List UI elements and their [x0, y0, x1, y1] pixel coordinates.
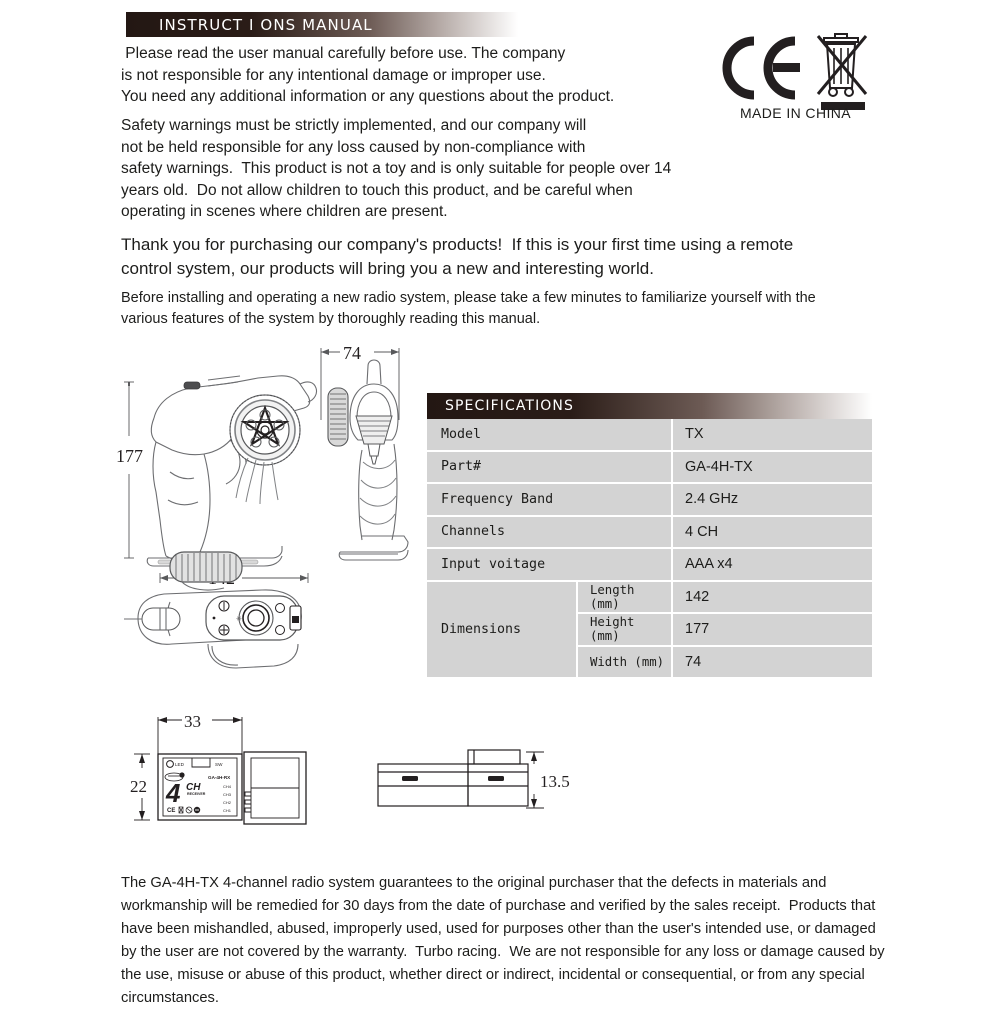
instructions-manual-banner [126, 12, 518, 37]
warranty-line-6: circumstances. [121, 990, 219, 1006]
ce-mark-bar [773, 63, 800, 72]
before-use-paragraph [121, 288, 816, 330]
thanks-paragraph [121, 233, 793, 280]
spec-key-width: Width (mm) [577, 646, 672, 678]
table-row [427, 548, 872, 581]
made-in-china-label: MADE IN CHINA [740, 105, 851, 121]
safety-line-3: safety warnings. This product is not a toy and is only suitable for people over 14 [121, 160, 672, 177]
receiver-label [165, 761, 232, 814]
spec-value-model: TX [672, 419, 872, 451]
spec-key-model: Model [427, 419, 672, 451]
thanks-line-1: Thank you for purchasing our company's products! If this is your first time using a remote [121, 235, 794, 254]
spec-value-voltage: AAA x4 [672, 548, 872, 581]
steering-wheel [230, 395, 300, 465]
dimension-height-177 [124, 382, 134, 558]
spec-key-length: Length (mm) [577, 581, 672, 614]
spec-key-frequency: Frequency Band [427, 483, 672, 516]
receiver-ch2-label: CH2 [223, 800, 232, 805]
dimension-rx-thickness-value: 13.5 [540, 772, 570, 791]
before-use-line-2: various features of the system by thoroughly reading this manual. [121, 311, 541, 327]
receiver-sw-label: SW [215, 762, 223, 767]
specifications-title: SPECIFICATIONS [445, 398, 574, 414]
steering-wheel-edge [328, 388, 348, 446]
transmitter-front-view [328, 360, 408, 560]
transmitter-top-view [124, 552, 301, 668]
safety-paragraph [121, 115, 671, 223]
intro-paragraph [121, 43, 614, 108]
receiver-ch-label: CH [186, 782, 201, 793]
before-use-line-1: Before installing and operating a new radio system, please take a few minutes to familiarize yourself with the [121, 290, 816, 306]
spec-value-frequency: 2.4 GHz [672, 483, 872, 516]
warranty-line-1: The GA-4H-TX 4-channel radio system guarantees to the original purchaser that the defects in materials and [121, 875, 827, 891]
receiver-ch3-label: CH3 [223, 792, 232, 797]
svg-text:✳: ✳ [236, 616, 242, 623]
receiver-connector-view [244, 752, 306, 824]
instructions-manual-title: INSTRUCT I ONS MANUAL [159, 15, 373, 34]
spec-key-height: Height (mm) [577, 613, 672, 646]
table-row [427, 451, 872, 484]
warranty-line-3: have been mishandled, abused, improperly used, used for purposes other than the user's intended use, or damaged [121, 921, 876, 937]
dimension-width-value: 74 [343, 343, 361, 363]
intro-line-2: is not responsible for any intentional damage or improper use. [121, 66, 546, 84]
dimension-rx-width-value: 22 [130, 777, 147, 796]
receiver-receiver-label: RECEIVER [187, 792, 206, 796]
receiver-cert-icons [167, 807, 200, 814]
spec-key-part: Part# [427, 451, 672, 484]
safety-line-4: years old. Do not allow children to touch this product, and be careful when [121, 181, 633, 199]
spec-value-length: 142 [672, 581, 872, 614]
table-row [427, 516, 872, 549]
warranty-line-5: the use, misuse or abuse of this product, whether direct or indirect, incidental or consequential, or from any special [121, 967, 865, 983]
spec-key-channels: Channels [427, 516, 672, 549]
thanks-line-2: control system, our products will bring you a new and interesting world. [121, 258, 654, 278]
specifications-banner [427, 393, 872, 419]
spec-value-channels: 4 CH [672, 516, 872, 549]
receiver-model-label: GA-4H-RX [208, 775, 231, 780]
spec-value-height: 177 [672, 613, 872, 646]
dimension-height-value: 177 [116, 446, 143, 466]
antenna-barrel [124, 608, 180, 630]
receiver-ch4-label: CH4 [223, 784, 232, 789]
specifications-table [427, 419, 872, 677]
receiver-channel-count: 4 [166, 778, 181, 808]
weee-bin-icon [818, 34, 866, 96]
table-row [427, 581, 872, 614]
svg-text:CE: CE [167, 808, 176, 814]
intro-line-1: Please read the user manual carefully before use. The company [121, 45, 566, 62]
warranty-line-4: by the user are not covered by the warranty. Turbo racing. We are not responsible for any loss or damage caused by [121, 944, 885, 960]
table-row [427, 419, 872, 451]
specifications-block [427, 393, 872, 677]
receiver-drawings [130, 712, 600, 862]
grip-spiral [360, 460, 396, 524]
spec-key-dimensions: Dimensions [427, 581, 577, 678]
spec-value-width: 74 [672, 646, 872, 678]
safety-line-2: not be held responsible for any loss caused by non-compliance with [121, 138, 586, 156]
safety-line-1: Safety warnings must be strictly implemented, and our company will [121, 117, 587, 134]
spec-value-part: GA-4H-TX [672, 451, 872, 484]
dimension-rx-length-value: 33 [184, 712, 201, 731]
spec-key-voltage: Input voitage [427, 548, 672, 581]
receiver-led-label: LED [175, 762, 184, 767]
receiver-side-view [378, 750, 528, 806]
safety-line-5: operating in scenes where children are present. [121, 203, 448, 220]
intro-line-3: You need any additional information or any questions about the product. [121, 88, 615, 105]
warranty-paragraph [121, 872, 885, 1010]
control-panel [206, 596, 301, 640]
receiver-ch1-label: CH1 [223, 808, 232, 813]
transmitter-drawings [112, 340, 412, 680]
table-row [427, 483, 872, 516]
transmitter-side-view [147, 376, 316, 566]
warranty-line-2: workmanship will be remedied for 30 days from the date of purchase and verified by the sales receipt. Products that [121, 898, 876, 914]
